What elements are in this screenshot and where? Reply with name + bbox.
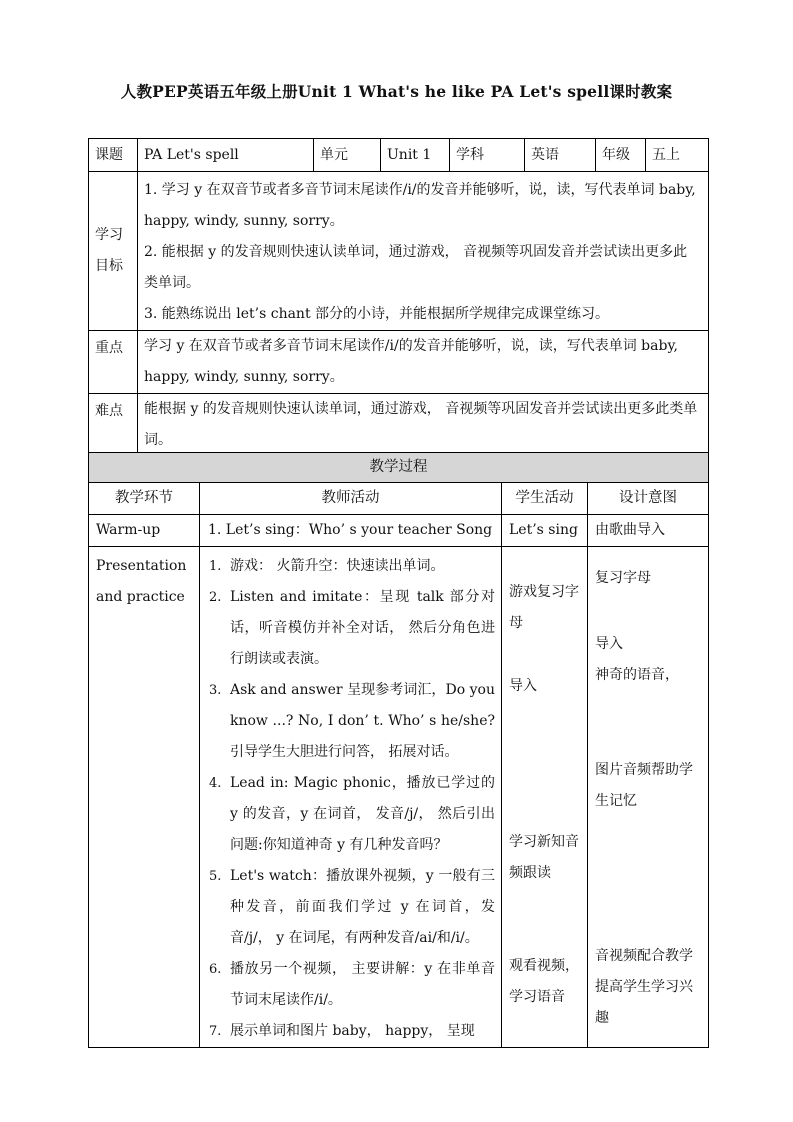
grade-value-cell <box>646 139 709 172</box>
objectives-label-cell <box>89 172 138 331</box>
key-point-text: 学习 y 在双音节或者多音节词末尾读作/i/的发音并能够听，说，读，写代表单词 baby, happy, windy, sunny, sorry。 <box>144 338 678 385</box>
step-text: Lead in: Magic phonic，播放已学过的 y 的发音，y 在词首， 发音/j/， 然后引出问题:你知道神奇 y 有几种发音吗？ <box>230 775 495 853</box>
topic-label: 课题 <box>95 147 123 163</box>
header-stage: 教学环节 <box>89 483 200 515</box>
key-point-label-cell <box>89 331 138 394</box>
step-number: 6. <box>209 962 222 977</box>
header-teacher: 教师活动 <box>200 483 502 515</box>
step-text: 播放另一个视频， 主要讲解：y 在非单音节词末尾读作/i/。 <box>230 961 495 1008</box>
design-note: 复习字母 <box>595 570 651 586</box>
difficulty-label-cell <box>89 394 138 457</box>
teacher-steps-list <box>200 547 501 1047</box>
teacher-step <box>206 768 495 861</box>
step-number: 3. <box>209 683 222 698</box>
step-number: 2. <box>209 590 222 605</box>
warmup-row <box>89 515 709 547</box>
difficulty-text: 能根据 y 的发音规则快速认读单词，通过游戏， 音视频等巩固发音并尝试读出更多此类单词。 <box>144 401 698 448</box>
key-point-label: 重点 <box>95 340 123 356</box>
header-design: 设计意图 <box>588 483 709 515</box>
objective-item: 3. 能熟练说出 let’s chant 部分的小诗，并能根据所学规律完成课堂练习。 <box>144 306 610 322</box>
topic-label-cell <box>89 139 138 172</box>
grade-label: 年级 <box>602 147 630 163</box>
design-note: 导入 <box>595 636 623 652</box>
lesson-info-table <box>88 138 709 457</box>
warmup-design: 由歌曲导入 <box>595 522 665 538</box>
student-note: 游戏复习字母 <box>509 584 579 631</box>
difficulty-row <box>89 394 709 457</box>
grade-label-cell <box>596 139 646 172</box>
presentation-design-cell <box>588 547 709 1048</box>
step-text: Ask and answer 呈现参考词汇，Do you know ...? No, I don’ t. Who’ s he/she? 引导学生大胆进行问答， 拓展对话。 <box>230 682 495 760</box>
teacher-step <box>206 954 495 1016</box>
topic-value-cell <box>138 139 314 172</box>
process-title: 教学过程 <box>89 453 709 483</box>
unit-label: 单元 <box>320 147 348 163</box>
step-number: 7. <box>209 1024 222 1039</box>
student-note: 导入 <box>509 678 537 694</box>
process-title-row <box>89 453 709 483</box>
warmup-design-cell <box>588 515 709 547</box>
info-row <box>89 139 709 172</box>
presentation-teacher-cell <box>200 547 502 1048</box>
subject-label: 学科 <box>456 147 484 163</box>
objective-item: 2. 能根据 y 的发音规则快速认读单词，通过游戏， 音视频等巩固发音并尝试读出更多此类单词。 <box>144 244 688 291</box>
warmup-stage: Warm-up <box>96 522 161 538</box>
unit-value-cell <box>381 139 450 172</box>
teacher-step <box>206 675 495 768</box>
warmup-teacher-cell <box>200 515 502 547</box>
presentation-row <box>89 547 709 1048</box>
grade-value: 五上 <box>652 147 680 163</box>
step-number: 1. <box>209 559 222 574</box>
objectives-row <box>89 172 709 331</box>
key-point-content-cell <box>138 331 709 394</box>
design-note: 图片音频帮助学生记忆 <box>595 762 693 809</box>
presentation-stage-line: Presentation <box>96 558 187 574</box>
topic-value: PA Let's spell <box>144 147 239 163</box>
teacher-step <box>206 582 495 675</box>
design-note: 音视频配合教学提高学生学习兴趣 <box>595 948 693 1026</box>
process-table <box>88 452 709 1048</box>
step-text: Listen and imitate：呈现 talk 部分对话，听音模仿并补全对话， 然后分角色进行朗读或表演。 <box>230 589 495 667</box>
step-text: Let's watch：播放课外视频，y 一般有三种发音，前面我们学过 y 在词首，发音/j/， y 在词尾，有两种发音/ai/和/i/。 <box>230 868 495 946</box>
student-note: 观看视频，学习语音 <box>509 958 579 1005</box>
document-title: 人教PEP英语五年级上册Unit 1 What's he like PA Let's spell课时教案 <box>120 82 673 101</box>
subject-value-cell <box>525 139 596 172</box>
subject-label-cell <box>450 139 525 172</box>
step-text: 游戏： 火箭升空：快速读出单词。 <box>230 558 445 574</box>
teacher-step <box>206 1016 495 1047</box>
header-student: 学生活动 <box>502 483 588 515</box>
presentation-student-cell <box>502 547 588 1048</box>
objective-item: 1. 学习 y 在双音节或者多音节词末尾读作/i/的发音并能够听，说，读，写代表单词 baby, happy, windy, sunny, sorry。 <box>144 182 696 229</box>
difficulty-label: 难点 <box>95 403 123 419</box>
teacher-step <box>206 551 495 582</box>
presentation-stage-cell <box>89 547 200 1048</box>
warmup-student-cell <box>502 515 588 547</box>
difficulty-content-cell <box>138 394 709 457</box>
key-point-row <box>89 331 709 394</box>
step-number: 5. <box>209 869 222 884</box>
step-text: 展示单词和图片 baby， happy， 呈现 <box>230 1023 475 1039</box>
step-number: 4. <box>209 776 222 791</box>
objectives-content-cell <box>138 172 709 331</box>
warmup-stage-cell <box>89 515 200 547</box>
unit-label-cell <box>314 139 381 172</box>
presentation-stage-line: and practice <box>96 589 185 605</box>
warmup-teacher: 1. Let’s sing：Who’ s your teacher Song <box>208 522 493 538</box>
design-note: 神奇的语音， <box>595 667 679 683</box>
objectives-label: 学习目标 <box>95 227 123 274</box>
process-header-row <box>89 483 709 515</box>
student-note: 学习新知音频跟读 <box>509 834 579 881</box>
unit-value: Unit 1 <box>387 147 432 163</box>
warmup-student: Let’s sing <box>509 522 578 538</box>
teacher-step <box>206 861 495 954</box>
subject-value: 英语 <box>531 147 559 163</box>
